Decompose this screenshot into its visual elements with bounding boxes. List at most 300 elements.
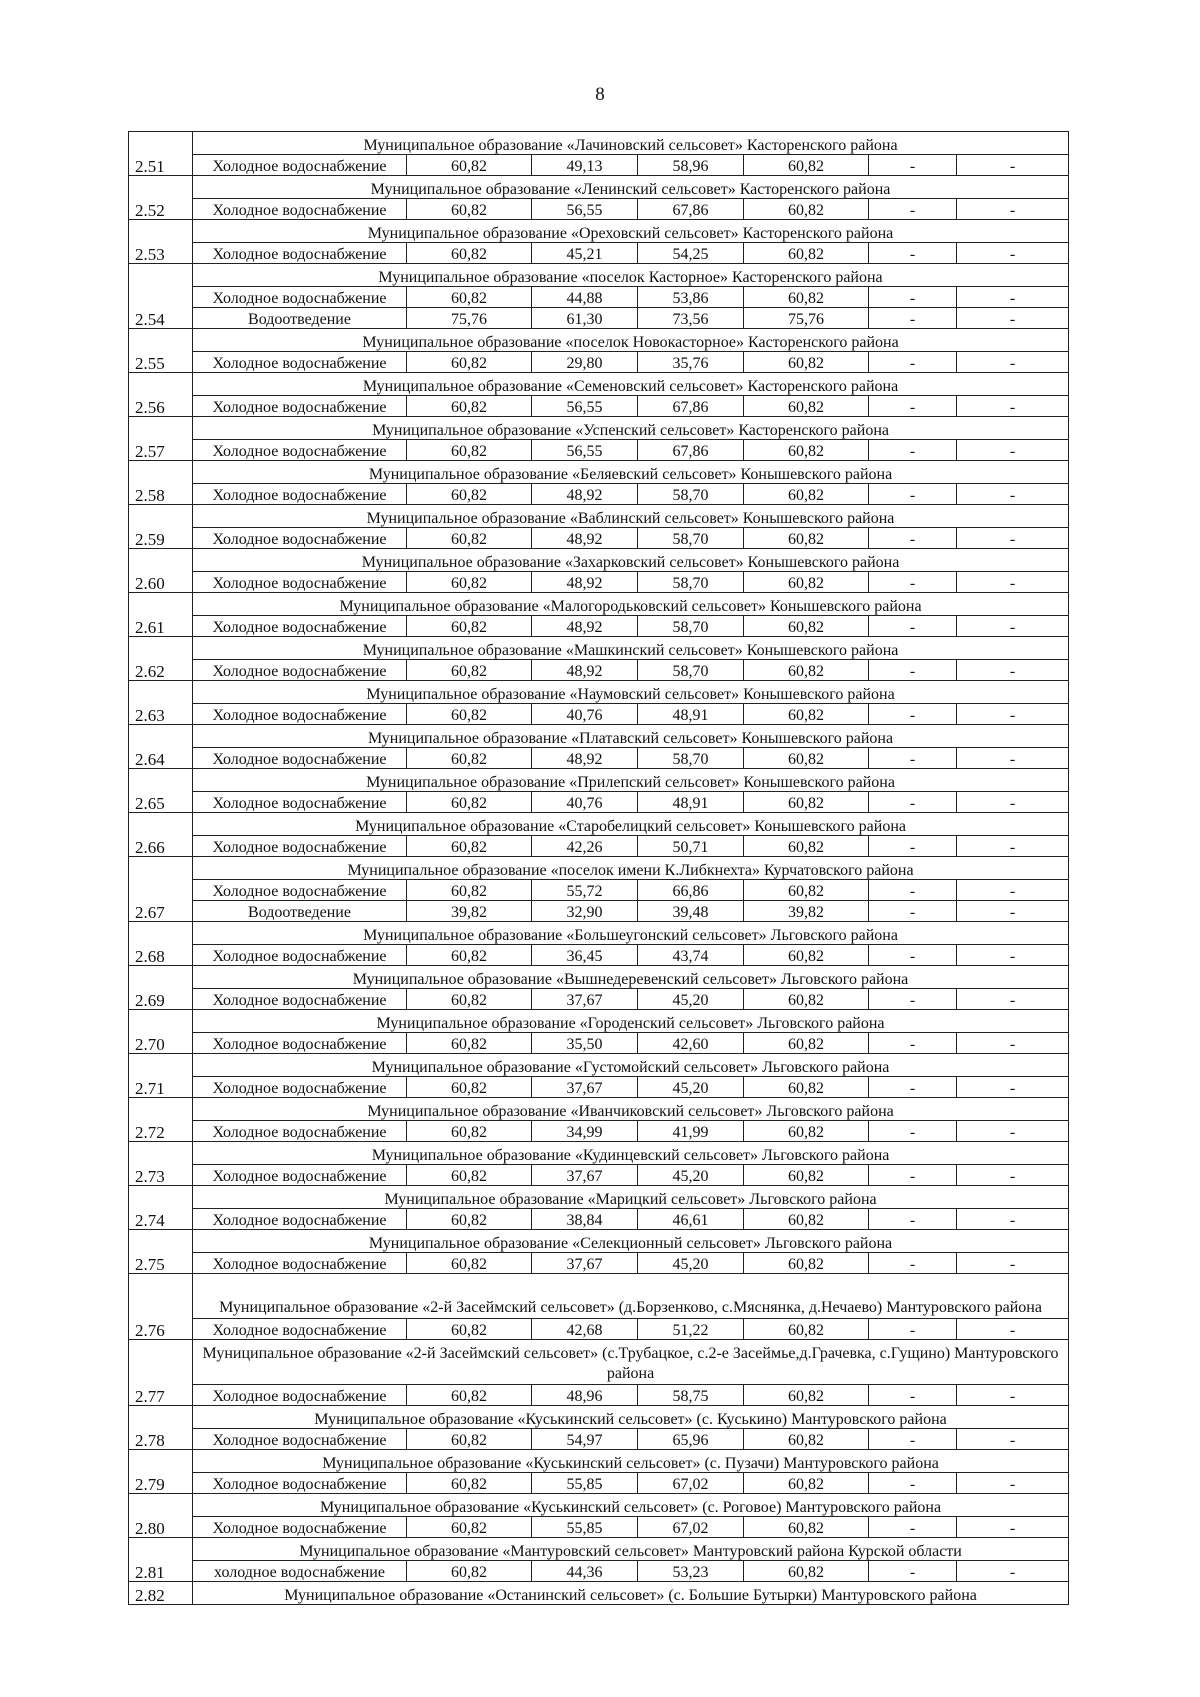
tariff-value: 60,82 [744, 989, 869, 1010]
tariff-value: 60,82 [744, 396, 869, 417]
tariff-value: 58,96 [638, 155, 744, 176]
tariff-value: 58,75 [638, 1385, 744, 1406]
entry-title-row [129, 1098, 1069, 1121]
service-row [129, 308, 1069, 329]
service-name: Холодное водоснабжение [193, 880, 407, 901]
tariff-value: 60,82 [407, 989, 532, 1010]
entry-number: 2.65 [129, 769, 193, 813]
tariff-value: - [869, 199, 957, 220]
tariff-value: 44,36 [532, 1561, 638, 1582]
tariff-value: 60,82 [744, 704, 869, 725]
tariff-value: - [957, 989, 1069, 1010]
tariff-value: - [957, 199, 1069, 220]
tariff-value: 37,67 [532, 1077, 638, 1098]
tariff-value: 60,82 [407, 155, 532, 176]
entry-title-row [129, 1142, 1069, 1165]
service-name: Холодное водоснабжение [193, 616, 407, 637]
municipality-title: Муниципальное образование «Семеновский сельсовет» Касторенского района [193, 373, 1069, 396]
service-name: Холодное водоснабжение [193, 484, 407, 505]
entry-number: 2.52 [129, 176, 193, 220]
service-name: Холодное водоснабжение [193, 1385, 407, 1406]
entry-title-row [129, 549, 1069, 572]
service-name: Холодное водоснабжение [193, 1165, 407, 1186]
tariff-value: 48,92 [532, 748, 638, 769]
tariff-value: 67,86 [638, 440, 744, 461]
tariff-value: 55,72 [532, 880, 638, 901]
tariff-value: - [869, 243, 957, 264]
service-name: Холодное водоснабжение [193, 440, 407, 461]
entry-number: 2.59 [129, 505, 193, 549]
entry-number: 2.62 [129, 637, 193, 681]
tariff-value: 60,82 [407, 440, 532, 461]
entry-title-row [129, 461, 1069, 484]
service-name: Холодное водоснабжение [193, 989, 407, 1010]
tariff-value: 60,82 [744, 1121, 869, 1142]
service-row [129, 1385, 1069, 1406]
tariff-value: 60,82 [407, 396, 532, 417]
tariff-value: - [957, 1385, 1069, 1406]
tariff-value: 60,82 [407, 1121, 532, 1142]
tariff-value: - [869, 660, 957, 681]
service-row [129, 989, 1069, 1010]
tariff-value: 60,82 [744, 748, 869, 769]
tariff-value: 49,13 [532, 155, 638, 176]
tariff-value: 53,86 [638, 287, 744, 308]
entry-title-row [129, 769, 1069, 792]
entry-title-row [129, 1274, 1069, 1319]
tariff-value: 45,21 [532, 243, 638, 264]
tariff-value: - [869, 528, 957, 549]
municipality-title: Муниципальное образование «Городенский сельсовет» Льговского района [193, 1010, 1069, 1033]
tariff-value: - [869, 484, 957, 505]
tariff-value: - [869, 1473, 957, 1494]
tariff-value: 42,68 [532, 1319, 638, 1340]
tariff-value: 60,82 [407, 945, 532, 966]
municipality-title: Муниципальное образование «поселок имени К.Либкнехта» Курчатовского района [193, 857, 1069, 880]
tariff-value: 37,67 [532, 989, 638, 1010]
service-name: Холодное водоснабжение [193, 748, 407, 769]
service-name: Холодное водоснабжение [193, 1209, 407, 1230]
tariff-value: 60,82 [407, 1253, 532, 1274]
entry-number: 2.81 [129, 1538, 193, 1582]
tariff-value: 34,99 [532, 1121, 638, 1142]
service-row [129, 572, 1069, 593]
tariff-value: - [869, 572, 957, 593]
tariff-value: 44,88 [532, 287, 638, 308]
tariff-value: - [869, 1319, 957, 1340]
municipality-title: Муниципальное образование «Лачиновский сельсовет» Касторенского района [193, 132, 1069, 155]
tariff-value: - [957, 616, 1069, 637]
tariff-value: - [957, 1561, 1069, 1582]
service-row [129, 1517, 1069, 1538]
municipality-title: Муниципальное образование «2-й Засеймский сельсовет» (д.Борзенково, с.Мяснянка, д.Нечаево) Мантуровского района [193, 1274, 1069, 1319]
tariff-value: 61,30 [532, 308, 638, 329]
tariff-value: 60,82 [407, 836, 532, 857]
tariff-value: - [869, 1385, 957, 1406]
tariff-value: - [957, 1121, 1069, 1142]
tariff-value: 45,20 [638, 1165, 744, 1186]
tariff-value: - [869, 1033, 957, 1054]
tariff-value: 60,82 [744, 1165, 869, 1186]
tariff-value: 60,82 [407, 1033, 532, 1054]
municipality-title: Муниципальное образование «Иванчиковский сельсовет» Льговского района [193, 1098, 1069, 1121]
tariff-value: - [957, 1517, 1069, 1538]
tariff-table [128, 131, 1069, 1605]
entry-title-row [129, 1582, 1069, 1605]
tariff-value: 60,82 [407, 1077, 532, 1098]
tariff-value: - [957, 836, 1069, 857]
entry-title-row [129, 1230, 1069, 1253]
municipality-title: Муниципальное образование «Куськинский сельсовет» (с. Роговое) Мантуровского района [193, 1494, 1069, 1517]
tariff-value: 51,22 [638, 1319, 744, 1340]
tariff-value: 32,90 [532, 901, 638, 922]
tariff-value: - [869, 155, 957, 176]
service-row [129, 528, 1069, 549]
entry-number: 2.64 [129, 725, 193, 769]
municipality-title: Муниципальное образование «Ваблинский сельсовет» Конышевского района [193, 505, 1069, 528]
entry-number: 2.71 [129, 1054, 193, 1098]
tariff-value: 29,80 [532, 352, 638, 373]
tariff-value: 60,82 [744, 1253, 869, 1274]
entry-number: 2.56 [129, 373, 193, 417]
tariff-value: - [957, 155, 1069, 176]
tariff-value: - [869, 901, 957, 922]
tariff-value: - [869, 1561, 957, 1582]
service-row [129, 901, 1069, 922]
service-row [129, 199, 1069, 220]
tariff-value: - [957, 1033, 1069, 1054]
tariff-value: - [869, 989, 957, 1010]
tariff-value: - [957, 880, 1069, 901]
entry-title-row [129, 1538, 1069, 1561]
service-name: Холодное водоснабжение [193, 945, 407, 966]
entry-title-row [129, 681, 1069, 704]
service-name: Холодное водоснабжение [193, 836, 407, 857]
tariff-value: 60,82 [407, 704, 532, 725]
tariff-value: - [869, 748, 957, 769]
entry-title-row [129, 132, 1069, 155]
service-name: Холодное водоснабжение [193, 1077, 407, 1098]
tariff-value: 48,96 [532, 1385, 638, 1406]
tariff-value: 60,82 [744, 440, 869, 461]
municipality-title: Муниципальное образование «Густомойский сельсовет» Льговского района [193, 1054, 1069, 1077]
tariff-value: 50,71 [638, 836, 744, 857]
service-name: Холодное водоснабжение [193, 528, 407, 549]
tariff-value: 60,82 [407, 352, 532, 373]
tariff-value: - [869, 287, 957, 308]
tariff-value: 48,92 [532, 484, 638, 505]
tariff-value: - [957, 901, 1069, 922]
entry-title-row [129, 373, 1069, 396]
tariff-value: 39,82 [744, 901, 869, 922]
service-name: Водоотведение [193, 901, 407, 922]
tariff-value: 38,84 [532, 1209, 638, 1230]
entry-number: 2.72 [129, 1098, 193, 1142]
tariff-value: 60,82 [744, 1429, 869, 1450]
entry-title-row [129, 264, 1069, 287]
tariff-value: - [869, 880, 957, 901]
tariff-value: 60,82 [407, 880, 532, 901]
entry-number: 2.60 [129, 549, 193, 593]
service-row [129, 352, 1069, 373]
tariff-value: 60,82 [744, 1473, 869, 1494]
tariff-value: 55,85 [532, 1473, 638, 1494]
tariff-value: - [957, 1165, 1069, 1186]
tariff-value: 48,92 [532, 572, 638, 593]
tariff-value: 60,82 [407, 528, 532, 549]
service-name: Водоотведение [193, 308, 407, 329]
municipality-title: Муниципальное образование «Захарковский сельсовет» Конышевского района [193, 549, 1069, 572]
tariff-value: 60,82 [407, 616, 532, 637]
service-name: Холодное водоснабжение [193, 287, 407, 308]
entry-title-row [129, 1450, 1069, 1473]
tariff-value: 45,20 [638, 1253, 744, 1274]
entry-title-row [129, 329, 1069, 352]
tariff-value: 60,82 [744, 572, 869, 593]
entry-number: 2.76 [129, 1274, 193, 1340]
tariff-value: 60,82 [744, 1385, 869, 1406]
tariff-value: 41,99 [638, 1121, 744, 1142]
entry-title-row [129, 176, 1069, 199]
tariff-value: 53,23 [638, 1561, 744, 1582]
municipality-title: Муниципальное образование «Селекционный сельсовет» Льговского района [193, 1230, 1069, 1253]
tariff-value: - [957, 1077, 1069, 1098]
tariff-value: 35,50 [532, 1033, 638, 1054]
tariff-value: - [869, 836, 957, 857]
municipality-title: Муниципальное образование «Старобелицкий сельсовет» Конышевского района [193, 813, 1069, 836]
entry-number: 2.68 [129, 922, 193, 966]
service-row [129, 616, 1069, 637]
tariff-value: - [869, 1121, 957, 1142]
tariff-value: 58,70 [638, 660, 744, 681]
service-name: Холодное водоснабжение [193, 1473, 407, 1494]
tariff-value: - [957, 1473, 1069, 1494]
entry-title-row [129, 857, 1069, 880]
tariff-value: 58,70 [638, 528, 744, 549]
tariff-value: 60,82 [744, 1561, 869, 1582]
tariff-value: 48,92 [532, 660, 638, 681]
tariff-value: - [957, 528, 1069, 549]
tariff-value: 60,82 [744, 945, 869, 966]
municipality-title: Муниципальное образование «Беляевский сельсовет» Конышевского района [193, 461, 1069, 484]
service-row [129, 440, 1069, 461]
tariff-value: 60,82 [407, 572, 532, 593]
tariff-value: - [869, 704, 957, 725]
entry-number: 2.74 [129, 1186, 193, 1230]
tariff-value: - [957, 572, 1069, 593]
tariff-value: - [869, 1077, 957, 1098]
tariff-value: 56,55 [532, 396, 638, 417]
service-name: Холодное водоснабжение [193, 243, 407, 264]
tariff-value: 56,55 [532, 199, 638, 220]
tariff-value: - [957, 792, 1069, 813]
service-row [129, 1209, 1069, 1230]
tariff-value: - [869, 945, 957, 966]
entry-number: 2.82 [129, 1582, 193, 1605]
entry-title-row [129, 637, 1069, 660]
tariff-value: 48,91 [638, 792, 744, 813]
municipality-title: Муниципальное образование «Прилепский сельсовет» Конышевского района [193, 769, 1069, 792]
municipality-title: Муниципальное образование «Машкинский сельсовет» Конышевского района [193, 637, 1069, 660]
municipality-title: Муниципальное образование «Вышнедеревенский сельсовет» Льговского района [193, 966, 1069, 989]
tariff-value: 60,82 [407, 199, 532, 220]
entry-number: 2.61 [129, 593, 193, 637]
service-row [129, 287, 1069, 308]
service-name: Холодное водоснабжение [193, 1033, 407, 1054]
service-row [129, 1121, 1069, 1142]
tariff-value: - [957, 1429, 1069, 1450]
entry-title-row [129, 1010, 1069, 1033]
tariff-value: 67,86 [638, 199, 744, 220]
service-name: Холодное водоснабжение [193, 155, 407, 176]
tariff-value: 55,85 [532, 1517, 638, 1538]
service-name: Холодное водоснабжение [193, 396, 407, 417]
entry-number: 2.80 [129, 1494, 193, 1538]
entry-number: 2.77 [129, 1340, 193, 1406]
tariff-value: 60,82 [407, 1165, 532, 1186]
entry-title-row [129, 220, 1069, 243]
tariff-value: 60,82 [407, 1385, 532, 1406]
entry-title-row [129, 593, 1069, 616]
entry-title-row [129, 922, 1069, 945]
entry-title-row [129, 505, 1069, 528]
tariff-value: - [957, 352, 1069, 373]
entry-number: 2.53 [129, 220, 193, 264]
tariff-value: 39,82 [407, 901, 532, 922]
tariff-value: 67,86 [638, 396, 744, 417]
tariff-value: - [869, 1253, 957, 1274]
service-row [129, 1561, 1069, 1582]
tariff-value: - [869, 352, 957, 373]
entry-title-row [129, 417, 1069, 440]
tariff-value: - [869, 1517, 957, 1538]
service-row [129, 155, 1069, 176]
service-row [129, 748, 1069, 769]
tariff-value: - [957, 243, 1069, 264]
tariff-value: 60,82 [744, 880, 869, 901]
service-name: Холодное водоснабжение [193, 660, 407, 681]
tariff-value: - [957, 484, 1069, 505]
tariff-value: - [957, 1319, 1069, 1340]
entry-title-row [129, 1186, 1069, 1209]
tariff-value: 39,48 [638, 901, 744, 922]
municipality-title: Муниципальное образование «Успенский сельсовет» Касторенского района [193, 417, 1069, 440]
tariff-value: 58,70 [638, 748, 744, 769]
entry-number: 2.66 [129, 813, 193, 857]
service-row [129, 792, 1069, 813]
tariff-value: - [957, 945, 1069, 966]
entry-number: 2.51 [129, 132, 193, 176]
tariff-value: 75,76 [407, 308, 532, 329]
tariff-value: 60,82 [407, 1517, 532, 1538]
tariff-value: 65,96 [638, 1429, 744, 1450]
tariff-value: 60,82 [407, 1473, 532, 1494]
tariff-value: - [869, 1165, 957, 1186]
tariff-value: 48,91 [638, 704, 744, 725]
tariff-value: 37,67 [532, 1165, 638, 1186]
municipality-title: Муниципальное образование «Мантуровский сельсовет» Мантуровский района Курской области [193, 1538, 1069, 1561]
service-row [129, 1253, 1069, 1274]
tariff-value: - [957, 1253, 1069, 1274]
tariff-value: - [869, 308, 957, 329]
tariff-value: - [869, 396, 957, 417]
tariff-value: - [957, 704, 1069, 725]
entry-number: 2.63 [129, 681, 193, 725]
tariff-value: 60,82 [744, 287, 869, 308]
municipality-title: Муниципальное образование «Большеугонский сельсовет» Льговского района [193, 922, 1069, 945]
tariff-value: - [957, 396, 1069, 417]
entry-title-row [129, 1494, 1069, 1517]
entry-title-row [129, 725, 1069, 748]
tariff-value: 60,82 [744, 352, 869, 373]
tariff-value: 60,82 [407, 1319, 532, 1340]
municipality-title: Муниципальное образование «поселок Касторное» Касторенского района [193, 264, 1069, 287]
tariff-value: 66,86 [638, 880, 744, 901]
municipality-title: Муниципальное образование «Останинский сельсовет» (с. Большие Бутырки) Мантуровского района [193, 1582, 1069, 1605]
tariff-value: 67,02 [638, 1473, 744, 1494]
entry-number: 2.54 [129, 264, 193, 329]
tariff-value: 60,82 [744, 1209, 869, 1230]
tariff-value: - [869, 440, 957, 461]
tariff-value: 73,56 [638, 308, 744, 329]
tariff-value: 60,82 [744, 1517, 869, 1538]
tariff-value: 35,76 [638, 352, 744, 373]
tariff-value: 60,82 [744, 616, 869, 637]
tariff-value: 60,82 [744, 1033, 869, 1054]
tariff-value: 45,20 [638, 989, 744, 1010]
service-row [129, 660, 1069, 681]
tariff-value: 60,82 [407, 1561, 532, 1582]
tariff-value: 40,76 [532, 792, 638, 813]
tariff-value: 60,82 [407, 1209, 532, 1230]
service-row [129, 1473, 1069, 1494]
tariff-value: 36,45 [532, 945, 638, 966]
tariff-value: 40,76 [532, 704, 638, 725]
service-row [129, 1429, 1069, 1450]
service-name: Холодное водоснабжение [193, 792, 407, 813]
service-name: Холодное водоснабжение [193, 1319, 407, 1340]
entry-number: 2.69 [129, 966, 193, 1010]
service-row [129, 1033, 1069, 1054]
tariff-value: 60,82 [407, 748, 532, 769]
tariff-value: - [957, 1209, 1069, 1230]
municipality-title: Муниципальное образование «2-й Засеймский сельсовет» (с.Трубацкое, с.2-е Засеймье,д.Грачевка, с.Гущино) Мантуровского района [193, 1340, 1069, 1385]
service-row [129, 243, 1069, 264]
tariff-value: 60,82 [744, 660, 869, 681]
tariff-value: 60,82 [744, 243, 869, 264]
tariff-value: 48,92 [532, 616, 638, 637]
service-row [129, 484, 1069, 505]
service-name: Холодное водоснабжение [193, 1121, 407, 1142]
service-row [129, 836, 1069, 857]
tariff-value: - [869, 616, 957, 637]
service-name: Холодное водоснабжение [193, 352, 407, 373]
tariff-value: 60,82 [407, 660, 532, 681]
entry-number: 2.58 [129, 461, 193, 505]
tariff-value: - [957, 287, 1069, 308]
entry-number: 2.70 [129, 1010, 193, 1054]
tariff-value: 67,02 [638, 1517, 744, 1538]
tariff-value: 60,82 [744, 1077, 869, 1098]
tariff-value: 60,82 [407, 1429, 532, 1450]
entry-number: 2.75 [129, 1230, 193, 1274]
tariff-value: 60,82 [744, 484, 869, 505]
entry-title-row [129, 1054, 1069, 1077]
municipality-title: Муниципальное образование «поселок Новокасторное» Касторенского района [193, 329, 1069, 352]
service-row [129, 704, 1069, 725]
service-row [129, 880, 1069, 901]
tariff-value: 58,70 [638, 484, 744, 505]
